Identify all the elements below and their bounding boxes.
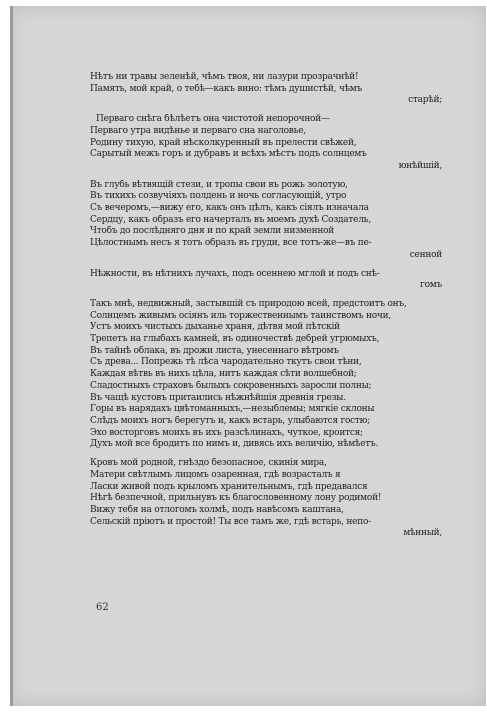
text-line: Память, мой край, о тебѣ—какъ вино: тѣмъ душистѣй, чѣмъ — [90, 83, 362, 94]
text-line: Горы въ нарядахъ цвѣтоманныхъ,—незыблемы; мягкіе склоны — [90, 404, 375, 415]
page-edge-shadow — [10, 6, 13, 706]
text-line-wrap: старѣй; — [408, 95, 442, 106]
text-line: Каждая вѣтвь въ нихъ цѣла, нитъ каждая сѣти волшебной; — [90, 369, 357, 380]
text-line: Въ тайнѣ облака, въ дрожи листа, унесеннаго вѣтромъ — [90, 345, 339, 356]
text-line: Цѣлостнымъ несъ я тотъ образъ въ груди, все тотъ-же—въ пе- — [90, 238, 372, 249]
stanza-4 — [90, 269, 442, 292]
text-line: Въ чащѣ кустовъ притаились нѣжнѣйшія древнія грезы. — [90, 392, 346, 403]
text-line: Трепетъ на глыбахъ камней, въ одиночествѣ дебрей угрюмыхъ, — [90, 334, 380, 345]
text-line: Нѣтъ ни травы зеленѣй, чѣмъ твоя, ни лазури прозрачнѣй! — [90, 72, 359, 82]
text-line: Матери свѣтлымъ лицомъ озаренная, гдѣ возрасталъ я — [90, 469, 341, 480]
text-line: Кровъ мой родной, гнѣздо безопасное, скинія мира, — [90, 458, 327, 469]
text-line: Чтобъ до послѣдняго дня и по край земли низменной — [90, 226, 335, 237]
poem-text — [90, 72, 442, 547]
stanza-5 — [90, 299, 442, 451]
text-line-wrap: сенной — [409, 249, 442, 260]
text-line: Сердцу, какъ образъ его начерталъ въ моемъ духѣ Создатель, — [90, 214, 371, 225]
text-line-wrap: юнѣйшій, — [398, 160, 442, 171]
page-number: 62 — [96, 602, 109, 613]
text-line: Вижу тебя на отлогомъ холмѣ, подъ навѣсомъ каштана, — [90, 504, 344, 515]
text-line: Перваго утра видѣнье и перваго сна наголовье, — [90, 125, 306, 136]
text-line: Нѣжности, въ нѣтнихъ лучахъ, подъ осеннею мглой и подъ снѣ- — [90, 268, 380, 279]
text-line: Сельскій пріютъ и простой! Ты все тамъ же, гдѣ встарь, непо- — [90, 516, 371, 527]
text-line: Устъ моихъ чистыхъ дыханье храня, дѣтвя мой пѣтскій — [90, 322, 340, 333]
text-line: Сарытый межъ горъ и дубравъ и всѣхъ мѣстъ подъ солнцемъ — [90, 149, 367, 160]
text-line: Въ тихихъ созвучіяхъ полдень и ночь согласующій, утро — [90, 191, 347, 202]
stanza-2 — [90, 114, 442, 173]
text-line: Эхо восторговъ моихъ въ ихъ разсѣлинахъ, чуткое, кроится; — [90, 427, 363, 438]
text-line: Духъ мой все бродитъ по нимъ и, дивясь ихъ величію, нѣмѣетъ. — [90, 439, 379, 450]
text-line: Съ древа... Попрежь тѣ лѣса чародательно ткутъ свои тѣни, — [90, 357, 362, 368]
text-line: Нѣгѣ безпечной, прильнувъ къ благословенному лону родимой! — [90, 493, 382, 504]
stanza-1 — [90, 72, 442, 107]
text-line: Въ глубь вѣтвящій стези, и тропы свои въ рожь золотую, — [90, 179, 348, 190]
text-line: Съ вечеромъ,—вижу его, какъ онъ цѣлъ, какъ сіялъ изначала — [90, 203, 369, 214]
document-page — [10, 6, 486, 706]
text-line: Такъ мнѣ, недвижный, застывшій съ природою всей, предстоитъ онъ, — [90, 298, 407, 309]
text-line: Сладостныхъ страховъ былыхъ сокровенныхъ заросли полны; — [90, 380, 372, 391]
text-line-wrap: гомъ — [420, 280, 442, 291]
text-line: Перваго снѣга бѣлѣетъ она чистотой непорочной— — [96, 114, 330, 125]
text-line-wrap: мѣнный, — [403, 528, 442, 539]
stanza-3 — [90, 180, 442, 262]
stanza-6 — [90, 458, 442, 540]
text-line: Солнцемъ живымъ осіянъ иль торжественнымъ таинствомъ ночи, — [90, 310, 391, 321]
text-line: Родину тихую, край нѣсколкуренный въ прелести свѣжей, — [90, 137, 357, 148]
text-line: Слѣдъ моихъ ногъ берегутъ и, какъ встарь, улыбаются гостю; — [90, 415, 370, 426]
text-line: Ласки живой подъ крыломъ хранительнымъ, гдѣ предавался — [90, 481, 368, 492]
